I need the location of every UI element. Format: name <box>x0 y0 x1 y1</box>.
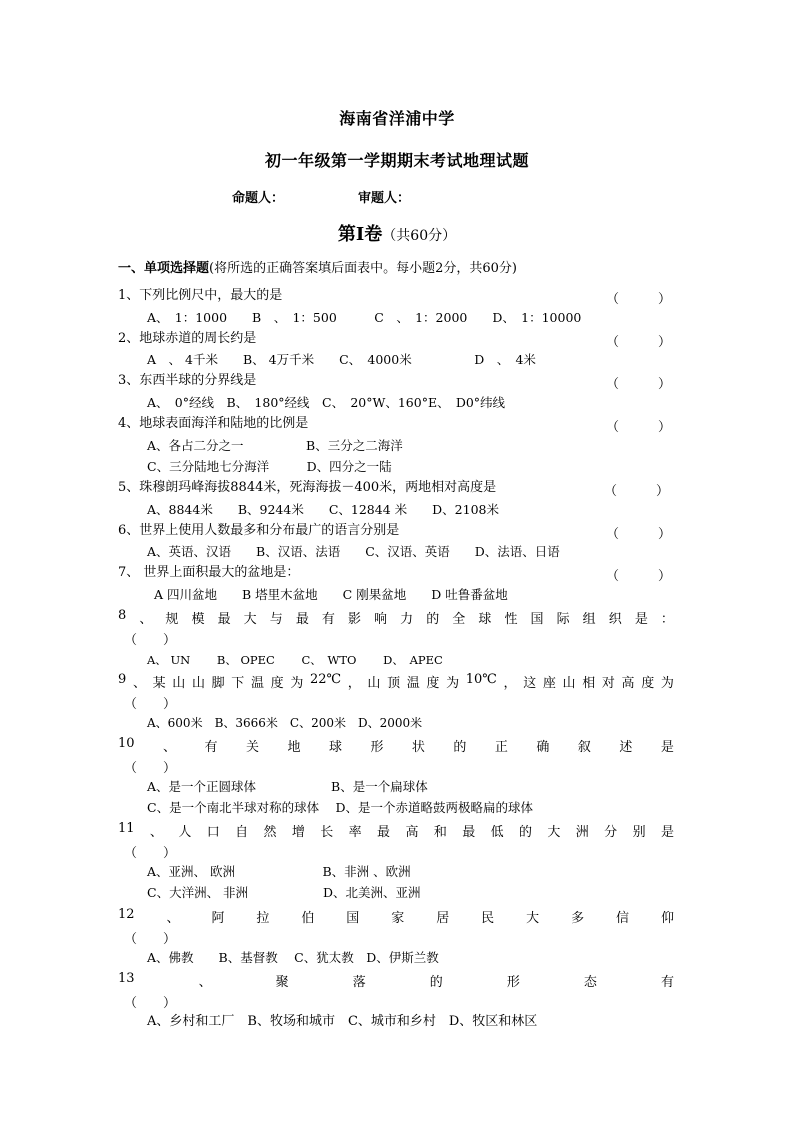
question-word: 度 <box>270 676 284 691</box>
question-word: 人 <box>178 825 192 840</box>
question-word: 与 <box>269 612 283 627</box>
question-word: 最 <box>295 612 309 627</box>
question-word: 确 <box>536 740 550 755</box>
question-word: 信 <box>616 911 630 926</box>
volume-title <box>0 220 794 246</box>
question-word: 顶 <box>387 676 401 691</box>
question-8 <box>118 608 674 627</box>
question-word: 11 <box>118 821 135 836</box>
question-7-options: A 四川盆地 B 塔里木盆地 C 刚果盆地 D 吐鲁番盆地 <box>154 587 508 602</box>
exam-title: 初一年级第一学期期末考试地理试题 <box>264 151 529 170</box>
answer-paren: （ ） <box>604 484 670 499</box>
question-word: 山 <box>191 676 205 691</box>
question-word: 、 <box>198 975 212 990</box>
question-word: 脚 <box>211 676 225 691</box>
question-word: 22℃ <box>309 672 342 687</box>
answer-paren: （ ） <box>124 996 177 1011</box>
question-word: 有 <box>204 740 218 755</box>
question-3-options: A、 0°经线 B、 180°经线 C、 20°W、160°E、 D0°纬线 <box>147 395 506 410</box>
question-word: 最 <box>462 825 476 840</box>
question-word: 大 <box>547 825 561 840</box>
question-word: 是 <box>634 612 648 627</box>
question-word: 口 <box>206 825 220 840</box>
question-word: ， <box>347 676 361 691</box>
question-word: 述 <box>619 740 633 755</box>
question-word: 性 <box>504 612 518 627</box>
question-word: 最 <box>377 825 391 840</box>
question-word: 8 <box>118 608 127 623</box>
question-word: 度 <box>426 676 440 691</box>
question-5-options: A、8844米 B、9244米 C、12844 米 D、2108米 <box>147 502 499 517</box>
section-title: 一、单项选择题 <box>118 261 210 276</box>
answer-paren: （ ） <box>606 420 672 435</box>
question-word: 正 <box>494 740 508 755</box>
question-word: 有 <box>660 975 674 990</box>
question-word: 态 <box>583 975 597 990</box>
question-word: 国 <box>346 911 360 926</box>
question-word: 有 <box>321 612 335 627</box>
answer-paren: （ ） <box>606 527 672 542</box>
question-word: 的 <box>453 740 467 755</box>
question-11 <box>118 821 674 840</box>
question-11-options: C、大洋洲、 非洲 D、北美洲、亚洲 <box>147 885 421 900</box>
question-word: 大 <box>526 911 540 926</box>
question-word: 国 <box>530 612 544 627</box>
question-word: ， <box>503 676 517 691</box>
question-word: 拉 <box>256 911 270 926</box>
question-word: 是 <box>660 825 674 840</box>
question-word: 响 <box>374 612 388 627</box>
question-word: 增 <box>291 825 305 840</box>
question-word: 关 <box>245 740 259 755</box>
volume-score: （共60分） <box>382 228 457 244</box>
question-word: 温 <box>250 676 264 691</box>
question-word: 为 <box>660 676 674 691</box>
question-word: 相 <box>582 676 596 691</box>
question-word: 最 <box>217 612 231 627</box>
question-word: 山 <box>562 676 576 691</box>
answer-paren: （ ） <box>124 633 177 648</box>
question-word: 高 <box>621 676 635 691</box>
question-word: 和 <box>433 825 447 840</box>
question-word: 形 <box>506 975 520 990</box>
question-word: 的 <box>519 825 533 840</box>
question-word: 伯 <box>301 911 315 926</box>
question-4-options: A、各占二分之一 B、三分之二海洋 <box>147 438 403 453</box>
question-word: 这 <box>523 676 537 691</box>
question-word: 仰 <box>660 911 674 926</box>
question-word: 是 <box>660 740 674 755</box>
question-word: 大 <box>243 612 257 627</box>
question-word: 落 <box>352 975 366 990</box>
question-word: 山 <box>172 676 186 691</box>
question-word: 率 <box>348 825 362 840</box>
question-word: 民 <box>481 911 495 926</box>
question-word: 座 <box>542 676 556 691</box>
question-9 <box>118 672 674 691</box>
section-heading <box>118 261 517 277</box>
question-word: 形 <box>370 740 384 755</box>
question-word: 球 <box>478 612 492 627</box>
question-word: 力 <box>400 612 414 627</box>
question-word: 聚 <box>275 975 289 990</box>
question-word: 分 <box>604 825 618 840</box>
answer-paren: （ ） <box>124 846 177 861</box>
volume-name: 第Ⅰ卷 <box>337 224 383 245</box>
answer-paren: （ ） <box>124 697 177 712</box>
question-word: 10℃ <box>465 672 497 687</box>
question-word: 、 <box>149 825 163 840</box>
question-word: 12 <box>118 907 135 922</box>
author-label: 命题人： <box>232 191 285 206</box>
question-word: 际 <box>556 612 570 627</box>
question-10-options: C、是一个南北半球对称的球体 D、是一个赤道略鼓两极略扁的球体 <box>147 800 534 815</box>
question-2: 2、地球赤道的周长约是 <box>118 331 257 346</box>
question-word: 、 <box>163 740 177 755</box>
question-word: 球 <box>328 740 342 755</box>
question-word: 居 <box>436 911 450 926</box>
question-word: 、 <box>132 676 146 691</box>
question-13-options: A、乡村和工厂 B、牧场和城市 C、城市和乡村 D、牧区和林区 <box>147 1014 538 1029</box>
question-word: 、 <box>166 911 180 926</box>
question-10 <box>118 736 674 755</box>
question-word: 度 <box>641 676 655 691</box>
question-word: 自 <box>235 825 249 840</box>
question-4-options: C、三分陆地七分海洋 D、四分之一陆 <box>147 459 392 474</box>
question-word: 温 <box>406 676 420 691</box>
answer-paren: （ ） <box>606 569 672 584</box>
question-word: 别 <box>632 825 646 840</box>
reviewer-label: 审题人： <box>358 191 411 206</box>
question-word: 山 <box>367 676 381 691</box>
question-word: 状 <box>411 740 425 755</box>
question-word: 全 <box>452 612 466 627</box>
question-3: 3、东西半球的分界线是 <box>118 373 257 388</box>
question-word: 10 <box>118 736 135 751</box>
question-word: 、 <box>139 612 153 627</box>
question-word: 地 <box>287 740 301 755</box>
question-13 <box>118 971 674 990</box>
question-word: 9 <box>118 672 127 687</box>
answer-paren: （ ） <box>606 335 672 350</box>
question-word: 对 <box>601 676 615 691</box>
question-1: 1、下列比例尺中，最大的是 <box>118 288 283 303</box>
answer-paren: （ ） <box>124 761 177 776</box>
question-word: 叙 <box>577 740 591 755</box>
question-word: 织 <box>608 612 622 627</box>
question-6: 6、世界上使用人数最多和分布最广的语言分别是 <box>118 523 400 538</box>
question-word: 组 <box>582 612 596 627</box>
answer-paren: （ ） <box>606 377 672 392</box>
question-5: 5、珠穆朗玛峰海拔8844米，死海海拔－400米，两地相对高度是 <box>118 480 497 495</box>
question-word: 长 <box>320 825 334 840</box>
question-word: 模 <box>191 612 205 627</box>
question-8-options: A、 UN B、 OPEC C、 WTO D、 APEC <box>147 653 443 667</box>
question-11-options: A、亚洲、 欧洲 B、非洲 、欧洲 <box>147 864 411 879</box>
question-word: 影 <box>347 612 361 627</box>
question-word: 为 <box>290 676 304 691</box>
question-1-options: A、 1：1000 B 、 1：500 C 、 1：2000 D、 1：10000 <box>147 310 582 325</box>
school-name: 海南省洋浦中学 <box>339 109 455 128</box>
question-word: 13 <box>118 971 135 986</box>
answer-paren: （ ） <box>606 292 672 307</box>
question-word: 的 <box>429 975 443 990</box>
question-word: 多 <box>571 911 585 926</box>
question-word: 为 <box>446 676 460 691</box>
question-word: 洲 <box>575 825 589 840</box>
question-6-options: A、英语、汉语 B、汉语、法语 C、汉语、英语 D、法语、日语 <box>147 544 560 559</box>
question-2-options: A 、 4千米 B、 4万千米 C、 4000米 D 、 4米 <box>147 352 536 367</box>
question-4: 4、地球表面海洋和陆地的比例是 <box>118 416 309 431</box>
question-word: 然 <box>263 825 277 840</box>
question-word: 的 <box>426 612 440 627</box>
question-word: 低 <box>490 825 504 840</box>
question-12-options: A、佛教 B、基督教 C、犹太教 D、伊斯兰教 <box>147 950 439 965</box>
question-word: 下 <box>231 676 245 691</box>
question-word: 家 <box>391 911 405 926</box>
question-10-options: A、是一个正圆球体 B、是一个扁球体 <box>147 779 428 794</box>
section-instructions: (将所选的正确答案填后面表中。每小题2分，共60分) <box>209 261 517 276</box>
question-7: 7、 世界上面积最大的盆地是： <box>118 565 300 580</box>
question-9-options: A、600米 B、3666米 C、200米 D、2000米 <box>147 716 423 730</box>
question-12 <box>118 907 674 926</box>
question-word: 某 <box>152 676 166 691</box>
question-word: 高 <box>405 825 419 840</box>
answer-paren: （ ） <box>124 932 177 947</box>
question-word: ： <box>660 612 674 627</box>
question-word: 阿 <box>211 911 225 926</box>
question-word: 规 <box>165 612 179 627</box>
